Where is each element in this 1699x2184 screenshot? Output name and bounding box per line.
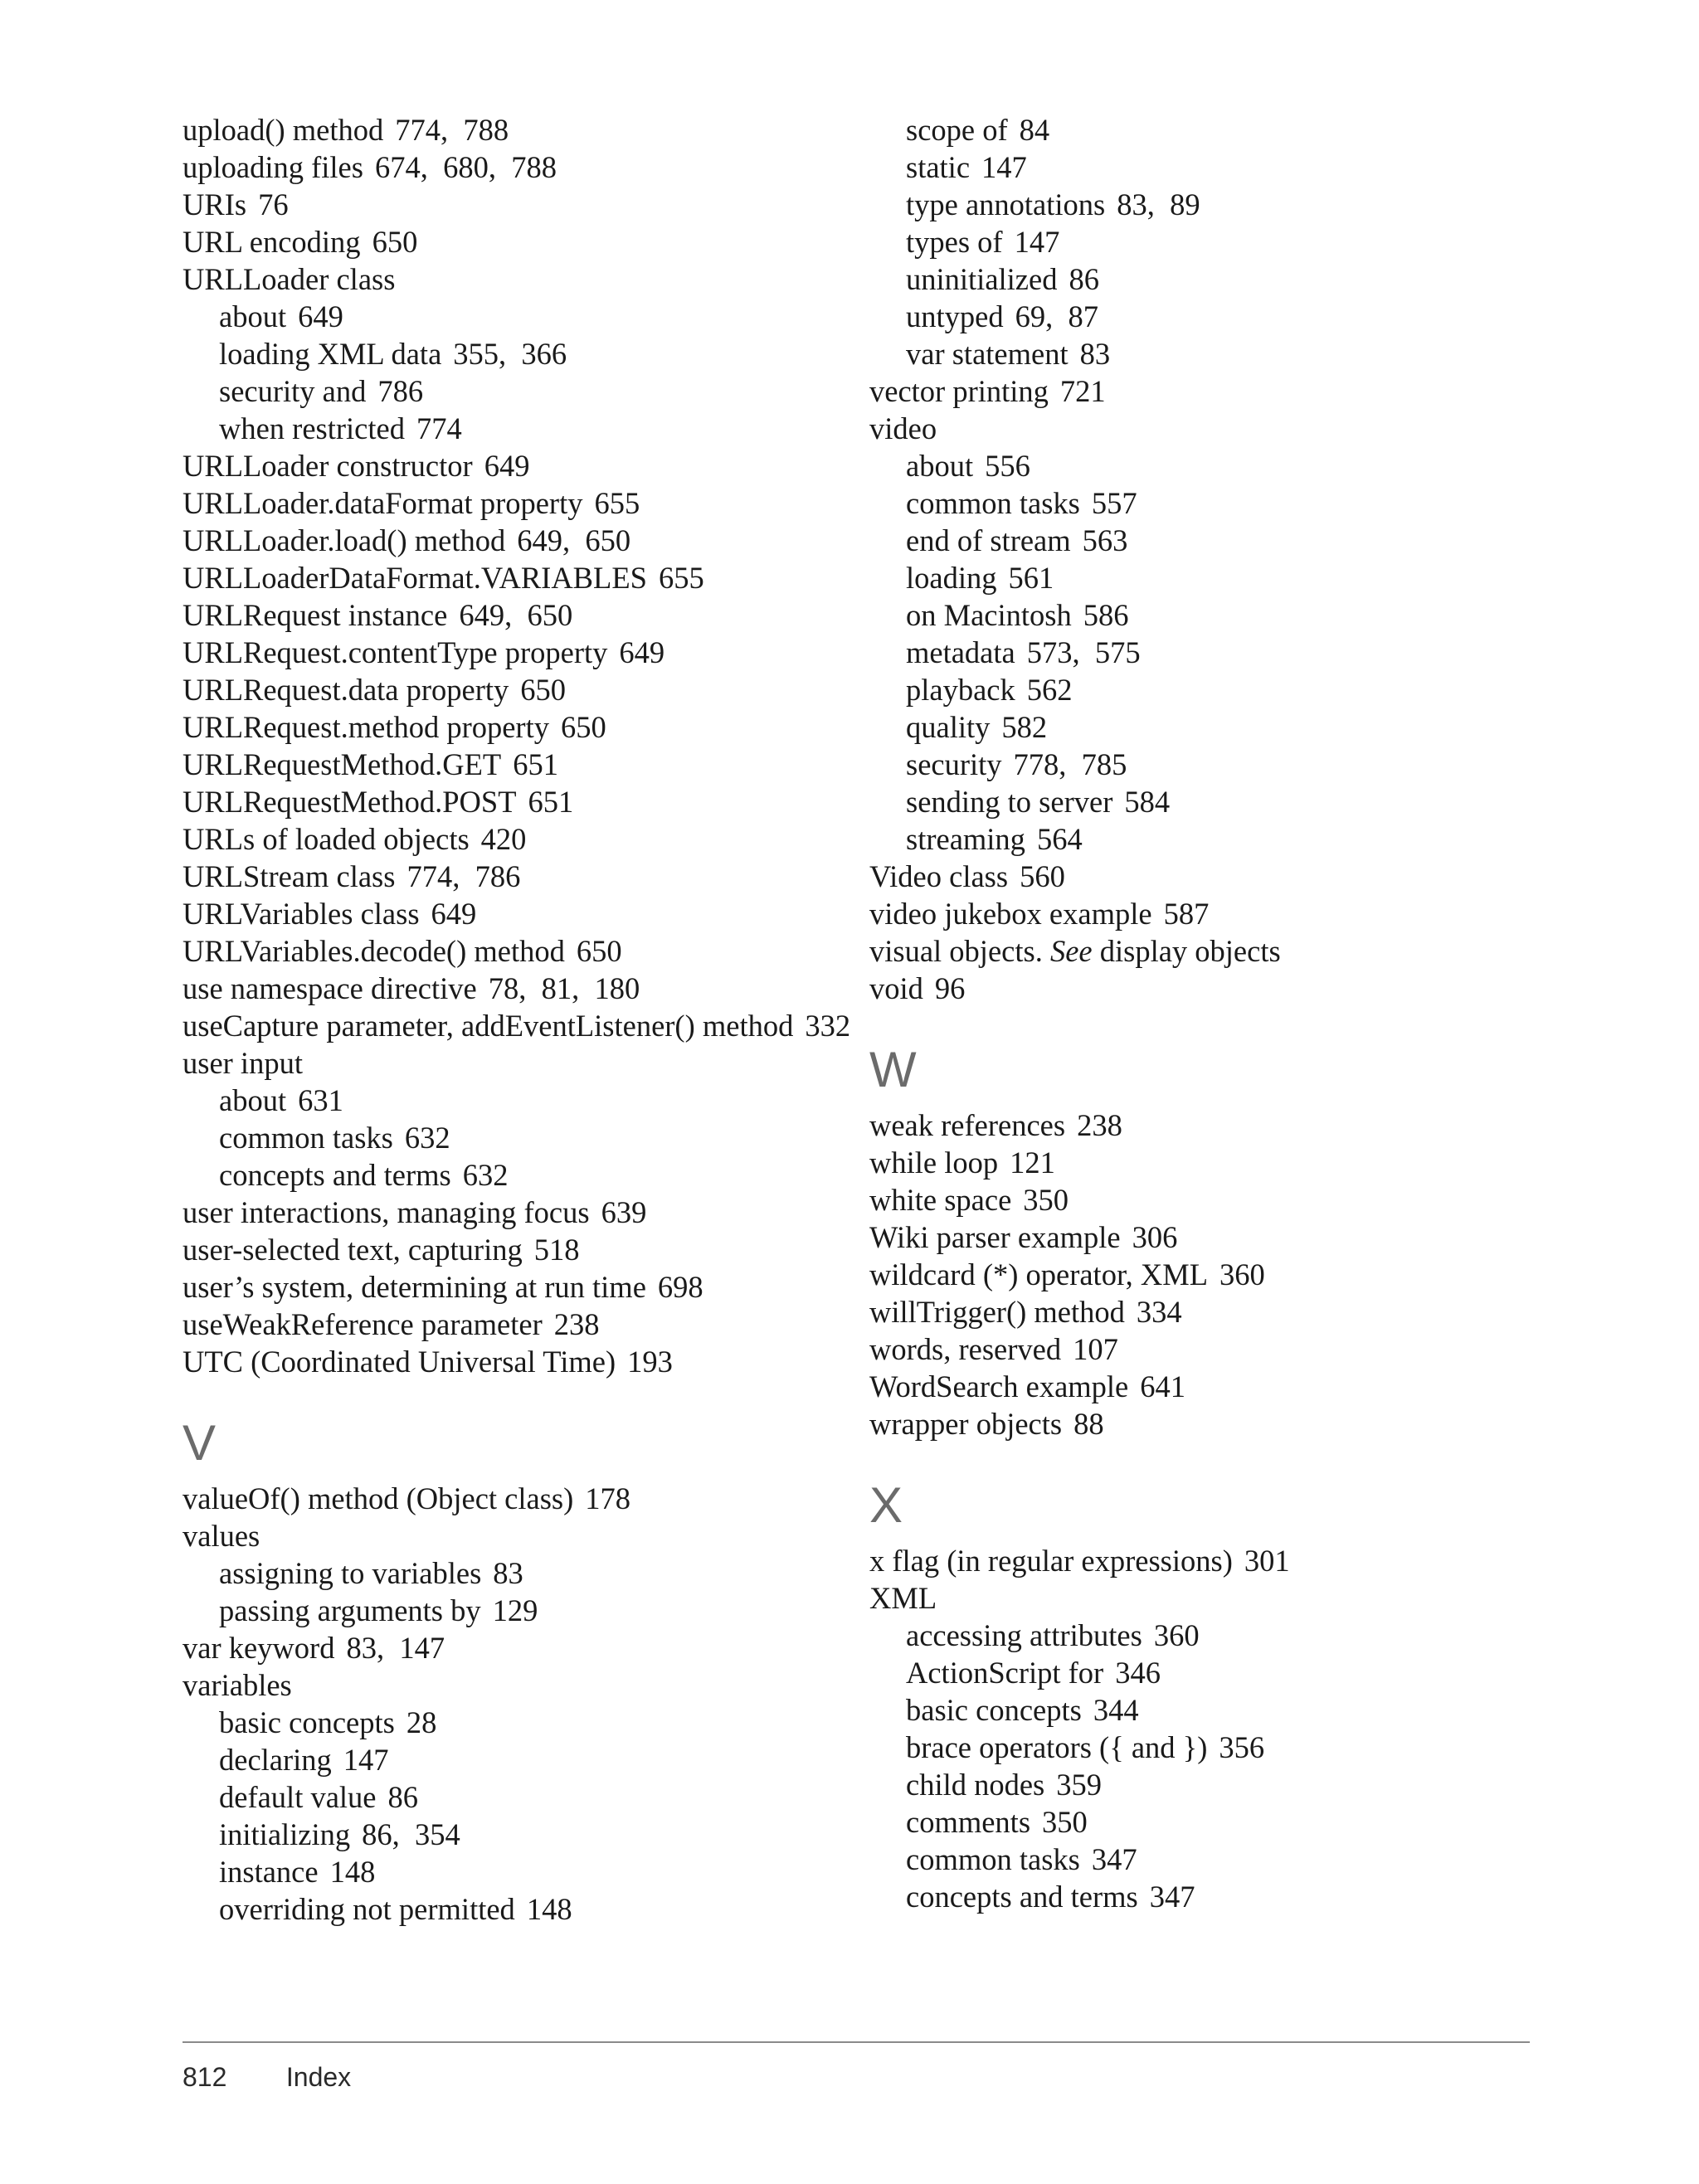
index-page-numbers: 356 — [1219, 1730, 1265, 1764]
index-entry — [183, 148, 846, 186]
index-term: common tasks — [906, 1842, 1080, 1876]
index-term: URLRequest instance — [183, 598, 448, 632]
index-term: untyped — [906, 299, 1004, 333]
index-page-numbers: 193 — [627, 1345, 673, 1379]
index-term: URLLoader.load() method — [183, 523, 506, 557]
index-term: initializing — [219, 1817, 351, 1851]
index-term: URLLoader.dataFormat property — [183, 486, 583, 520]
index-entry — [183, 634, 846, 671]
index-term: valueOf() method (Object class) — [183, 1481, 574, 1515]
index-term: upload() method — [183, 113, 384, 147]
index-subentry — [183, 1554, 846, 1592]
index-page-numbers: 28 — [406, 1705, 437, 1739]
index-page-numbers: 649 — [431, 897, 477, 931]
index-term: URLLoaderDataFormat.VARIABLES — [183, 561, 647, 595]
index-entry — [869, 858, 1533, 895]
index-term: URLLoader constructor — [183, 449, 473, 483]
index-entry — [183, 260, 846, 298]
index-entry — [183, 708, 846, 746]
index-term: URLRequest.contentType property — [183, 635, 608, 669]
index-subentry — [183, 372, 846, 410]
index-subentry — [869, 1617, 1533, 1654]
index-term: use namespace directive — [183, 971, 477, 1005]
index-term: user input — [183, 1046, 303, 1080]
index-term: sending to server — [906, 785, 1113, 819]
index-page-numbers: 786 — [377, 374, 424, 408]
index-entry — [869, 1256, 1533, 1293]
index-subentry — [869, 1729, 1533, 1766]
index-term: variables — [183, 1668, 292, 1702]
index-page-numbers: 641 — [1140, 1369, 1185, 1403]
index-page-numbers: 650 — [576, 934, 622, 968]
index-subentry — [183, 1704, 846, 1741]
index-term: XML — [869, 1581, 937, 1615]
index-page-numbers: 147 — [1014, 225, 1060, 259]
index-term: uploading files — [183, 150, 363, 184]
index-subentry — [869, 484, 1533, 522]
index-page-numbers: 650 — [560, 710, 606, 744]
index-page-numbers: 83, 147 — [346, 1631, 445, 1665]
index-entry — [183, 932, 846, 970]
index-term: Video class — [869, 859, 1009, 893]
index-term: x flag (in regular expressions) — [869, 1544, 1233, 1578]
index-entry — [183, 1268, 846, 1306]
index-entry — [869, 1181, 1533, 1218]
index-page-numbers: 88 — [1073, 1407, 1104, 1441]
index-column-left — [183, 111, 851, 1928]
index-page-numbers: 76 — [258, 187, 289, 221]
index-subentry — [869, 1654, 1533, 1691]
index-subentry — [869, 298, 1533, 335]
index-term: scope of — [906, 113, 1008, 147]
index-term: common tasks — [219, 1121, 393, 1155]
index-term: user-selected text, capturing — [183, 1233, 523, 1267]
index-term: willTrigger() method — [869, 1295, 1125, 1329]
index-entry — [869, 970, 1533, 1007]
index-entry — [869, 1218, 1533, 1256]
index-term: passing arguments by — [219, 1593, 481, 1627]
index-page-numbers: 306 — [1132, 1220, 1178, 1254]
index-subentry — [869, 671, 1533, 708]
index-page-numbers: 778, 785 — [1013, 747, 1127, 781]
index-subentry — [869, 1878, 1533, 1915]
index-subentry — [869, 708, 1533, 746]
index-subentry — [869, 447, 1533, 484]
index-page-numbers: 650 — [372, 225, 418, 259]
index-page-numbers: 78, 81, 180 — [488, 971, 640, 1005]
section-letter-heading: V — [183, 1415, 217, 1471]
index-entry — [183, 1194, 846, 1231]
index-subentry — [869, 1841, 1533, 1878]
index-page-numbers: 649, 650 — [517, 523, 631, 557]
index-page-numbers: 96 — [934, 971, 966, 1005]
index-page-numbers: 561 — [1008, 561, 1054, 595]
index-page-numbers: 582 — [1001, 710, 1048, 744]
see-reference-target: display objects — [1099, 934, 1281, 968]
index-subentry — [869, 1766, 1533, 1803]
index-entry — [183, 671, 846, 708]
section-letter-heading: W — [869, 1042, 917, 1097]
index-subentry — [869, 260, 1533, 298]
footer-section-title: Index — [285, 2062, 352, 2092]
index-entry — [869, 1107, 1533, 1144]
index-subentry — [183, 1778, 846, 1816]
index-page-numbers: 649 — [484, 449, 530, 483]
index-entry — [183, 559, 846, 596]
index-term: common tasks — [906, 486, 1080, 520]
index-page-numbers: 774, 786 — [406, 859, 521, 893]
index-subentry — [183, 1890, 846, 1928]
index-page-numbers: 586 — [1083, 598, 1129, 632]
index-page-numbers: 238 — [553, 1307, 600, 1341]
index-term: assigning to variables — [219, 1556, 482, 1590]
index-entry — [183, 1231, 846, 1268]
index-term: var statement — [906, 337, 1069, 371]
index-page-numbers: 573, 575 — [1026, 635, 1141, 669]
page-number: 812 — [183, 2062, 227, 2092]
index-term: playback — [906, 673, 1015, 707]
index-page-numbers: 698 — [657, 1270, 703, 1304]
index-entry — [869, 1368, 1533, 1405]
index-subentry — [869, 783, 1533, 820]
index-term: basic concepts — [906, 1693, 1082, 1727]
index-subentry — [183, 1816, 846, 1853]
index-entry — [183, 1629, 846, 1666]
index-term: loading XML data — [219, 337, 442, 371]
index-page-numbers: 651 — [528, 785, 574, 819]
index-page-numbers: 639 — [601, 1195, 647, 1229]
index-entry — [183, 223, 846, 260]
index-page-numbers: 518 — [533, 1233, 580, 1267]
index-subentry — [183, 1741, 846, 1778]
index-term: useWeakReference parameter — [183, 1307, 543, 1341]
index-term: URLVariables.decode() method — [183, 934, 565, 968]
see-reference-word: See — [1049, 934, 1093, 968]
index-page-numbers: 69, 87 — [1015, 299, 1098, 333]
index-page-numbers: 649 — [298, 299, 343, 333]
index-page-numbers: 649 — [619, 635, 665, 669]
index-page-numbers: 632 — [404, 1121, 450, 1155]
index-subentry — [183, 1853, 846, 1890]
index-entry — [183, 1666, 846, 1704]
index-entry — [183, 858, 846, 895]
index-term: while loop — [869, 1146, 999, 1180]
index-term: weak references — [869, 1108, 1066, 1142]
index-page-numbers: 332 — [805, 1009, 851, 1043]
index-entry — [869, 1405, 1533, 1442]
index-subentry — [183, 1592, 846, 1629]
index-term: video jukebox example — [869, 897, 1152, 931]
index-term: overriding not permitted — [219, 1892, 515, 1926]
index-subentry — [869, 1803, 1533, 1841]
index-term: words, reserved — [869, 1332, 1062, 1366]
index-page-numbers: 655 — [594, 486, 640, 520]
index-term: URLVariables class — [183, 897, 420, 931]
index-page-numbers: 86 — [1069, 262, 1099, 296]
index-entry — [869, 1293, 1533, 1330]
index-subentry — [183, 298, 846, 335]
index-page-numbers: 83 — [493, 1556, 523, 1590]
index-term: about — [906, 449, 974, 483]
index-page-numbers: 347 — [1091, 1842, 1137, 1876]
index-entry — [869, 1579, 1533, 1617]
index-entry — [869, 372, 1533, 410]
index-subentry — [869, 746, 1533, 783]
index-term: security and — [219, 374, 367, 408]
index-term: declaring — [219, 1743, 332, 1777]
index-term: URLLoader class — [183, 262, 396, 296]
index-term: URIs — [183, 187, 247, 221]
index-term: brace operators ({ and }) — [906, 1730, 1208, 1764]
index-term: URLStream class — [183, 859, 396, 893]
index-term: user interactions, managing focus — [183, 1195, 590, 1229]
index-entry — [869, 895, 1533, 932]
index-page-numbers: 355, 366 — [453, 337, 567, 371]
index-term: basic concepts — [219, 1705, 395, 1739]
index-page-numbers: 359 — [1056, 1768, 1103, 1802]
index-subentry — [869, 522, 1533, 559]
index-term: void — [869, 971, 923, 1005]
index-page-numbers: 129 — [492, 1593, 538, 1627]
index-term: about — [219, 1083, 287, 1117]
index-term: metadata — [906, 635, 1015, 669]
index-page-numbers: 721 — [1059, 374, 1106, 408]
index-page-numbers: 107 — [1073, 1332, 1118, 1366]
index-term: useCapture parameter, addEventListener() method — [183, 1009, 794, 1043]
index-page-numbers: 350 — [1023, 1183, 1069, 1217]
index-term: child nodes — [906, 1768, 1045, 1802]
index-entry — [183, 1480, 846, 1517]
index-page-numbers: 650 — [520, 673, 567, 707]
page-footer — [183, 2060, 351, 2094]
index-term: when restricted — [219, 411, 405, 445]
index-term: ActionScript for — [906, 1656, 1104, 1690]
index-page-numbers: 557 — [1091, 486, 1137, 520]
index-page-numbers: 86, 354 — [362, 1817, 460, 1851]
index-entry — [869, 1542, 1533, 1579]
index-page-numbers: 148 — [526, 1892, 572, 1926]
footer-divider — [183, 2041, 1530, 2043]
index-entry — [869, 1330, 1533, 1368]
index-page-numbers: 238 — [1077, 1108, 1122, 1142]
index-entry — [183, 895, 846, 932]
index-term: var keyword — [183, 1631, 335, 1665]
index-entry — [183, 111, 846, 148]
index-page-numbers: 347 — [1149, 1880, 1195, 1914]
index-term: about — [219, 299, 287, 333]
index-subentry — [869, 335, 1533, 372]
index-entry — [183, 1306, 846, 1343]
index-term: on Macintosh — [906, 598, 1072, 632]
index-entry — [183, 746, 846, 783]
index-page-numbers: 350 — [1042, 1805, 1088, 1839]
index-subentry — [183, 335, 846, 372]
index-page-numbers: 774 — [416, 411, 462, 445]
index-term: end of stream — [906, 523, 1071, 557]
index-page-numbers: 774, 788 — [395, 113, 509, 147]
index-page-numbers: 334 — [1136, 1295, 1182, 1329]
index-page-numbers: 86 — [387, 1780, 419, 1814]
index-term: URLRequestMethod.POST — [183, 785, 517, 819]
index-term: types of — [906, 225, 1003, 259]
index-term: accessing attributes — [906, 1618, 1142, 1652]
index-entry — [869, 410, 1533, 447]
index-page-numbers: 562 — [1026, 673, 1073, 707]
index-page-numbers: 344 — [1093, 1693, 1139, 1727]
index-entry — [183, 820, 846, 858]
index-page-numbers: 560 — [1020, 859, 1065, 893]
index-page-numbers: 84 — [1019, 113, 1050, 147]
index-term: URLRequest.method property — [183, 710, 549, 744]
index-entry — [183, 1517, 846, 1554]
index-page-numbers: 346 — [1115, 1656, 1161, 1690]
index-page-numbers: 563 — [1082, 523, 1128, 557]
index-term: loading — [906, 561, 997, 595]
index-term: vector printing — [869, 374, 1049, 408]
index-entry — [183, 1044, 846, 1082]
index-term: security — [906, 747, 1002, 781]
index-term: quality — [906, 710, 991, 744]
index-term: video — [869, 411, 937, 445]
index-page-numbers: 83, 89 — [1117, 187, 1200, 221]
index-subentry — [869, 111, 1533, 148]
index-page-numbers: 587 — [1163, 897, 1210, 931]
index-page-numbers: 632 — [462, 1158, 509, 1192]
index-entry — [183, 1007, 851, 1044]
index-page-numbers: 564 — [1036, 822, 1083, 856]
index-subentry — [183, 1156, 846, 1194]
index-entry — [183, 447, 846, 484]
index-term: URL encoding — [183, 225, 361, 259]
index-page-numbers: 83 — [1079, 337, 1111, 371]
index-term: wildcard (*) operator, XML — [869, 1257, 1209, 1291]
section-letter-heading: X — [869, 1477, 903, 1533]
index-subentry — [183, 1082, 846, 1119]
index-term: concepts and terms — [906, 1880, 1138, 1914]
index-page-numbers: 651 — [513, 747, 558, 781]
index-entry — [183, 596, 846, 634]
index-page-numbers: 147 — [343, 1743, 389, 1777]
index-term: URLRequest.data property — [183, 673, 509, 707]
index-entry — [869, 1144, 1533, 1181]
index-page-numbers: 674, 680, 788 — [374, 150, 557, 184]
index-subentry — [869, 559, 1533, 596]
index-page-numbers: 121 — [1010, 1146, 1055, 1180]
index-subentry — [869, 186, 1533, 223]
index-subentry — [869, 634, 1533, 671]
index-entry — [183, 1343, 846, 1380]
index-page-numbers: 301 — [1244, 1544, 1290, 1578]
index-page-numbers: 148 — [329, 1855, 376, 1889]
index-subentry — [869, 596, 1533, 634]
index-column-right — [869, 111, 1533, 1915]
index-term: streaming — [906, 822, 1025, 856]
index-page-numbers: 360 — [1153, 1618, 1200, 1652]
index-term: default value — [219, 1780, 377, 1814]
index-entry — [183, 783, 846, 820]
index-entry — [183, 970, 846, 1007]
index-entry — [869, 932, 1533, 970]
index-subentry — [869, 820, 1533, 858]
index-term: static — [906, 150, 971, 184]
index-subentry — [183, 1119, 846, 1156]
index-page-numbers: 420 — [480, 822, 527, 856]
index-term: URLRequestMethod.GET — [183, 747, 502, 781]
index-term: concepts and terms — [219, 1158, 451, 1192]
index-term: uninitialized — [906, 262, 1058, 296]
index-subentry — [183, 410, 846, 447]
index-term: user’s system, determining at run time — [183, 1270, 646, 1304]
index-term: comments — [906, 1805, 1031, 1839]
index-term: URLs of loaded objects — [183, 822, 470, 856]
index-entry — [183, 186, 846, 223]
index-term: type annotations — [906, 187, 1106, 221]
index-term: values — [183, 1519, 260, 1553]
index-subentry — [869, 148, 1533, 186]
index-page-numbers: 556 — [985, 449, 1030, 483]
index-term: visual objects. — [869, 934, 1043, 968]
index-page-numbers: 360 — [1219, 1257, 1265, 1291]
index-subentry — [869, 1691, 1533, 1729]
index-page-numbers: 178 — [585, 1481, 631, 1515]
index-term: wrapper objects — [869, 1407, 1063, 1441]
index-term: instance — [219, 1855, 319, 1889]
index-page-numbers: 631 — [298, 1083, 343, 1117]
index-entry — [183, 484, 846, 522]
index-page-numbers: 649, 650 — [459, 598, 573, 632]
index-entry — [183, 522, 846, 559]
index-term: WordSearch example — [869, 1369, 1129, 1403]
index-subentry — [869, 223, 1533, 260]
index-term: UTC (Coordinated Universal Time) — [183, 1345, 616, 1379]
index-page-numbers: 584 — [1124, 785, 1171, 819]
index-page-numbers: 655 — [658, 561, 704, 595]
index-term: Wiki parser example — [869, 1220, 1121, 1254]
index-page-numbers: 147 — [981, 150, 1027, 184]
index-term: white space — [869, 1183, 1012, 1217]
